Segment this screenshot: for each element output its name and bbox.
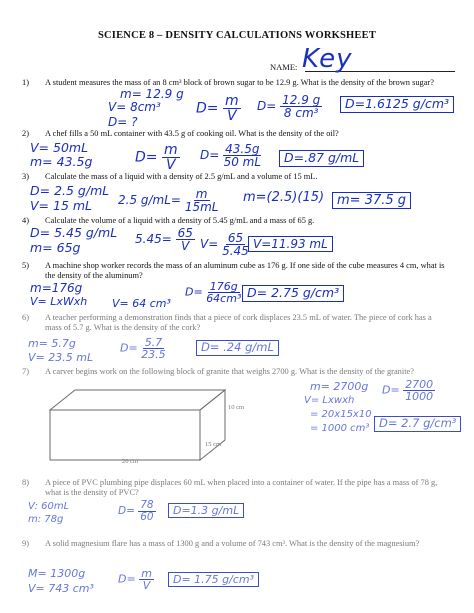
question-number: 4) — [22, 216, 29, 225]
answer-7-result: D= 2.7 g/cm³ — [374, 416, 461, 432]
answer-8-mass: m: 78g — [28, 514, 64, 525]
name-label: NAME: — [270, 62, 298, 72]
diagram-depth-label: 15 cm — [205, 441, 222, 448]
question-text: A solid magnesium flare has a mass of 1300 g and a volume of 743 cm³. What is the density of the magnesium? — [45, 539, 420, 548]
answer-3-result: m= 37.5 g — [332, 192, 411, 209]
question-number: 3) — [22, 172, 29, 181]
substitution-fraction: $\frac{12.9 g}{\text{8 cm³}}$ — [282, 93, 321, 120]
answer-4-mass: m= 65g — [30, 240, 81, 255]
question-text: A student measures the mass of an 8 cm³ block of brown sugar to be 12.9 g. What is the density of the brown sugar? — [45, 78, 434, 87]
answer-4-result: V=11.93 mL — [248, 236, 333, 252]
answer-4-rearrange: 5.45= $\frac{65}{V}$ — [135, 226, 193, 253]
answer-7-mass: m= 2700g — [310, 380, 369, 393]
answer-1-formula — [196, 94, 241, 123]
question-number: 6) — [22, 313, 29, 322]
question-text: Calculate the volume of a liquid with a density of 5.45 g/mL and a mass of 65 g. — [45, 216, 315, 225]
question-number: 2) — [22, 129, 29, 138]
answer-8-calculation: D= $\frac{78}{60}$ — [118, 499, 154, 523]
answer-2-substitution: D= $\frac{43.5g}{50 mL}$ — [200, 142, 262, 169]
answer-4-calculation: V= $\frac{65}{5.45}$ — [200, 231, 249, 258]
answer-7-volume-value: = 1000 cm³ — [310, 423, 370, 434]
answer-2-volume: V= 50mL — [30, 140, 89, 155]
answer-5-result: D= 2.75 g/cm³ — [242, 285, 344, 302]
answer-3-volume: V= 15 mL — [30, 198, 93, 213]
question-text: A carver begins work on the following block of granite that weighs 2700 g. What is the density of the granite? — [45, 367, 414, 376]
answer-1-result: D=1.6125 g/cm³ — [340, 96, 454, 113]
answer-2-result: D=.87 g/mL — [279, 150, 364, 167]
name-value: Key — [302, 44, 353, 74]
question-number: 1) — [22, 78, 29, 87]
question-number: 9) — [22, 539, 29, 548]
answer-5-mass: m=176g — [30, 281, 83, 295]
answer-3-density: D= 2.5 g/mL — [30, 183, 110, 198]
diagram-height-label: 10 cm — [228, 404, 245, 411]
diagram-width-label: 20 cm — [122, 458, 139, 465]
answer-9-calculation: D= $\frac{m}{V}$ — [118, 567, 152, 592]
answer-8-result: D=1.3 g/mL — [168, 503, 244, 518]
answer-3-rearrange: 2.5 g/mL= $\frac{m}{15mL}$ — [118, 187, 219, 214]
answer-1-mass: m= 12.9 g — [120, 87, 184, 101]
question-number: 7) — [22, 367, 29, 376]
answer-7-volume-formula: V= Lxwxh — [304, 395, 355, 406]
answer-5-volume-formula: V= LxWxh — [30, 295, 88, 308]
question-number: 5) — [22, 261, 29, 270]
answer-1-substitution — [257, 94, 322, 119]
answer-9-result: D= 1.75 g/cm³ — [168, 572, 259, 587]
answer-8-volume: V: 60mL — [28, 501, 70, 512]
question-text: A teacher performing a demonstration finds that a piece of cork displaces 23.5 mL of water. The piece of cork has a mass of 5.7 g. What is the density of the cork? — [45, 313, 432, 333]
answer-6-calculation: D= $\frac{5.7}{23.5}$ — [120, 336, 166, 361]
answer-4-density: D= 5.45 g/mL — [30, 225, 118, 240]
answer-3-calculation: m=(2.5)(15) — [243, 190, 325, 205]
formula-label: D= — [196, 100, 219, 117]
answer-5-calculation: D= $\frac{176g}{\text{64cm³}}$ — [185, 280, 242, 305]
answer-9-volume: V= 743 cm³ — [28, 582, 94, 595]
answer-6-mass: m= 5.7g — [28, 337, 76, 350]
question-text: A machine shop worker records the mass of an aluminum cube as 176 g. If one side of the cube measures 4 cm, what is the density of the aluminum? — [45, 261, 445, 281]
answer-5-volume-value: V= 64 cm³ — [112, 297, 171, 310]
answer-7-volume-dims: = 20x15x10 — [310, 409, 372, 420]
question-text: Calculate the mass of a liquid with a density of 2.5 g/mL and a volume of 15 mL. — [45, 172, 318, 181]
answer-6-volume: V= 23.5 mL — [28, 351, 94, 364]
substitution-label: D= — [257, 99, 277, 113]
answer-9-mass: M= 1300g — [28, 567, 86, 580]
answer-6-result: D= .24 g/mL — [196, 340, 279, 356]
answer-2-formula: D= $\frac{m}{V}$ — [135, 142, 178, 173]
formula-fraction: $\frac{m}{V}$ — [224, 93, 239, 124]
answer-1-density-unknown: D= ? — [108, 115, 138, 129]
question-text: A piece of PVC plumbing pipe displaces 60 mL when placed into a container of water. If the pipe has a mass of 78 g, what is the density of PVC? — [45, 478, 438, 498]
question-text: A chef fills a 50 mL container with 43.5 g of cooking oil. What is the density of the oil? — [45, 129, 339, 138]
worksheet-title: SCIENCE 8 – DENSITY CALCULATIONS WORKSHEET — [97, 30, 377, 41]
granite-block-diagram — [40, 385, 240, 465]
answer-7-calculation: D= $\frac{2700}{1000}$ — [382, 378, 434, 403]
question-number: 8) — [22, 478, 29, 487]
answer-1-volume: V= 8cm³ — [108, 100, 161, 114]
answer-2-mass: m= 43.5g — [30, 154, 93, 169]
